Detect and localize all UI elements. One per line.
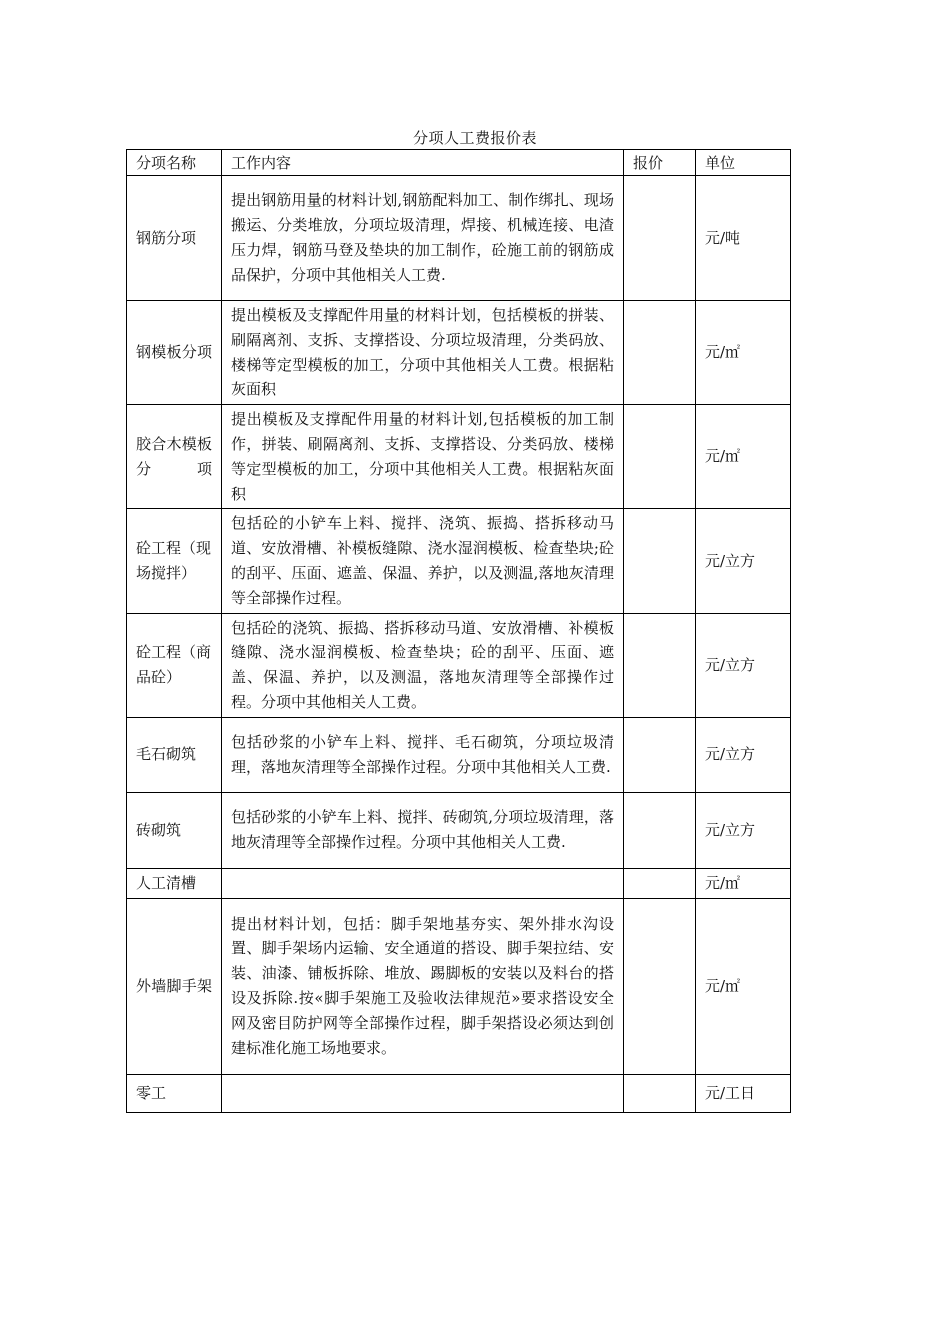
row-name: 人工清槽	[127, 868, 222, 898]
table-row	[127, 509, 791, 613]
row-price	[624, 509, 696, 613]
row-content: 提出模板及支撑配件用量的材料计划，包括模板的拼装、刷隔离剂、支拆、支撑搭设、分项垃圾清理，分类码放、楼梯等定型模板的加工，分项中其他相关人工费。根据粘灰面积	[222, 301, 624, 405]
row-price	[624, 792, 696, 868]
header-unit: 单位	[696, 150, 791, 176]
row-content: 包括砼的浇筑、振捣、搭拆移动马道、安放滑槽、补模板缝隙、浇水湿润模板、检查垫块；砼的刮平、压面、遮盖、保温、养护，以及测温，落地灰清理等全部操作过程。分项中其他相关人工费。	[222, 613, 624, 717]
header-price: 报价	[624, 150, 696, 176]
table-header-row	[127, 150, 791, 176]
row-unit: 元/㎡	[696, 868, 791, 898]
row-name: 砼工程（现场搅拌）	[127, 509, 222, 613]
row-price	[624, 613, 696, 717]
row-name: 胶合木模板分项	[127, 405, 222, 509]
row-price	[624, 898, 696, 1074]
row-content: 提出模板及支撑配件用量的材料计划,包括模板的加工制作，拼装、刷隔离剂、支拆、支撑搭设、分类码放、楼梯等定型模板的加工，分项中其他相关人工费。根据粘灰面积	[222, 405, 624, 509]
labor-cost-table	[126, 149, 791, 1113]
table-row	[127, 405, 791, 509]
row-content: 包括砼的小铲车上料、搅拌、浇筑、振捣、搭拆移动马道、安放滑槽、补模板缝隙、浇水湿润模板、检查垫块;砼的刮平、压面、遮盖、保温、养护，以及测温,落地灰清理等全部操作过程。	[222, 509, 624, 613]
row-name: 零工	[127, 1074, 222, 1112]
row-name: 钢模板分项	[127, 301, 222, 405]
row-unit: 元/㎡	[696, 301, 791, 405]
table-row	[127, 1074, 791, 1112]
row-unit: 元/吨	[696, 176, 791, 301]
header-name: 分项名称	[127, 150, 222, 176]
table-row	[127, 176, 791, 301]
row-unit: 元/立方	[696, 717, 791, 792]
row-unit: 元/㎡	[696, 405, 791, 509]
row-name: 外墙脚手架	[127, 898, 222, 1074]
row-content: 提出材料计划，包括：脚手架地基夯实、架外排水沟设置、脚手架场内运输、安全通道的搭设、脚手架拉结、安装、油漆、铺板拆除、堆放、踢脚板的安装以及料台的搭设及拆除.按«脚手架施工及验收法律规范»要求搭设安全网及密目防护网等全部操作过程，脚手架搭设必须达到创建标准化施工场地要求。	[222, 898, 624, 1074]
row-content	[222, 1074, 624, 1112]
row-price	[624, 717, 696, 792]
row-name: 钢筋分项	[127, 176, 222, 301]
row-name: 砖砌筑	[127, 792, 222, 868]
row-price	[624, 405, 696, 509]
row-unit: 元/工日	[696, 1074, 791, 1112]
table-row	[127, 868, 791, 898]
row-unit: 元/立方	[696, 613, 791, 717]
page-title: 分项人工费报价表	[412, 129, 537, 147]
table-row	[127, 898, 791, 1074]
row-content	[222, 868, 624, 898]
row-content: 包括砂浆的小铲车上料、搅拌、砖砌筑,分项垃圾清理，落地灰清理等全部操作过程。分项中其他相关人工费.	[222, 792, 624, 868]
table-row	[127, 792, 791, 868]
row-name: 砼工程（商品砼）	[127, 613, 222, 717]
header-content: 工作内容	[222, 150, 624, 176]
row-unit: 元/㎡	[696, 898, 791, 1074]
table-row	[127, 613, 791, 717]
table-row	[127, 301, 791, 405]
row-price	[624, 176, 696, 301]
table-row	[127, 717, 791, 792]
row-price	[624, 868, 696, 898]
row-price	[624, 1074, 696, 1112]
row-content: 包括砂浆的小铲车上料、搅拌、毛石砌筑，分项垃圾清理，落地灰清理等全部操作过程。分项中其他相关人工费.	[222, 717, 624, 792]
row-content: 提出钢筋用量的材料计划,钢筋配料加工、制作绑扎、现场搬运、分类堆放，分项垃圾清理，焊接、机械连接、电渣压力焊，钢筋马登及垫块的加工制作，砼施工前的钢筋成品保护，分项中其他相关人工费.	[222, 176, 624, 301]
row-unit: 元/立方	[696, 792, 791, 868]
row-name: 毛石砌筑	[127, 717, 222, 792]
row-price	[624, 301, 696, 405]
row-unit: 元/立方	[696, 509, 791, 613]
